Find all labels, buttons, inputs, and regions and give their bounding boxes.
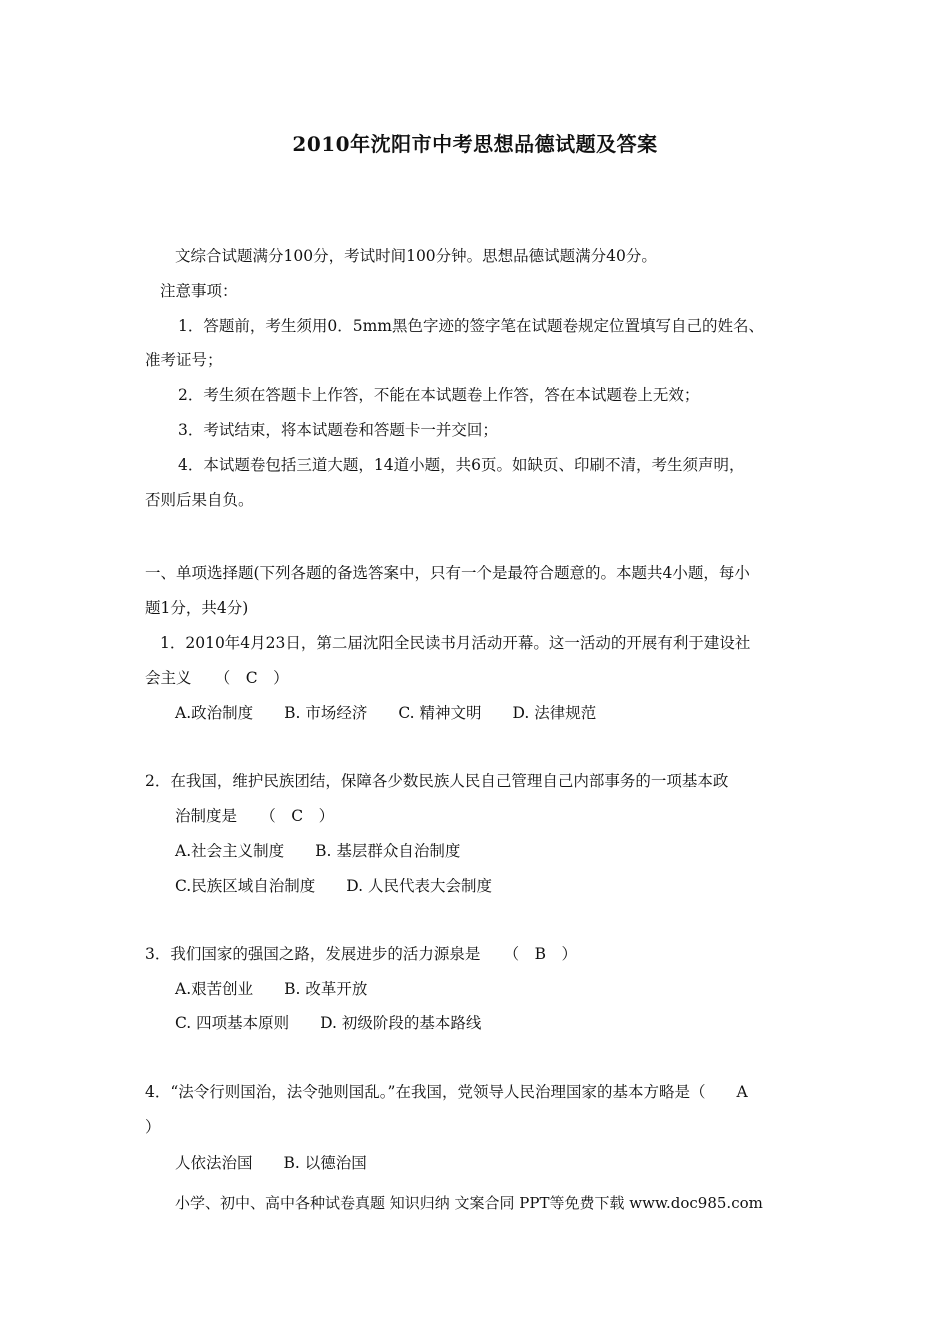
- question-2-options: A.社会主义制度 B. 基层群众自治制度: [175, 842, 461, 860]
- section-heading: 一、单项选择题(下列各题的备选答案中，只有一个是最符合题意的。本题共4小题，每小: [145, 564, 750, 582]
- question-3-text: 3．我们国家的强国之路，发展进步的活力源泉是 （ B ）: [145, 945, 578, 963]
- document-title: 2010年沈阳市中考思想品德试题及答案: [292, 132, 658, 156]
- notes-heading: 注意事项：: [160, 282, 238, 300]
- question-2-options-cont: C.民族区域自治制度 D. 人民代表大会制度: [175, 877, 492, 895]
- question-3-options-cont: C. 四项基本原则 D. 初级阶段的基本路线: [175, 1014, 482, 1032]
- question-2-text: 2．在我国，维护民族团结，保障各少数民族人民自己管理自己内部事务的一项基本政: [145, 772, 729, 790]
- note-line: 3．考试结束，将本试题卷和答题卡一并交回；: [178, 421, 498, 439]
- question-4-options: 人依法治国 B. 以德治国: [175, 1154, 367, 1172]
- question-2-text-cont: 治制度是 （ C ）: [175, 807, 335, 825]
- question-4-text-cont: ）: [145, 1118, 161, 1136]
- question-1-text-cont: 会主义 （ C ）: [145, 669, 289, 687]
- section-heading-cont: 题1分，共4分): [145, 599, 249, 617]
- footer-text: 小学、初中、高中各种试卷真题 知识归纳 文案合同 PPT等免费下载 www.doc985.com: [175, 1194, 763, 1212]
- note-line: 1．答题前，考生须用0．5mm黑色字迹的签字笔在试题卷规定位置填写自己的姓名、: [178, 317, 764, 335]
- note-line: 否则后果自负。: [145, 491, 254, 509]
- question-3-options: A.艰苦创业 B. 改革开放: [175, 980, 368, 998]
- note-line: 2．考生须在答题卡上作答，不能在本试题卷上作答，答在本试题卷上无效；: [178, 386, 700, 404]
- note-line: 4．本试题卷包括三道大题，14道小题，共6页。如缺页、印刷不清，考生须声明，: [178, 456, 745, 474]
- note-line: 准考证号；: [145, 351, 223, 369]
- question-1-text: 1．2010年4月23日，第二届沈阳全民读书月活动开幕。这一活动的开展有利于建设社: [160, 634, 751, 652]
- question-1-options: A.政治制度 B. 市场经济 C. 精神文明 D. 法律规范: [175, 704, 597, 722]
- intro-text: 文综合试题满分100分，考试时间100分钟。思想品德试题满分40分。: [175, 247, 657, 265]
- question-4-text: 4．“法令行则国治，法令弛则国乱。”在我国，党领导人民治理国家的基本方略是（ A: [145, 1083, 748, 1101]
